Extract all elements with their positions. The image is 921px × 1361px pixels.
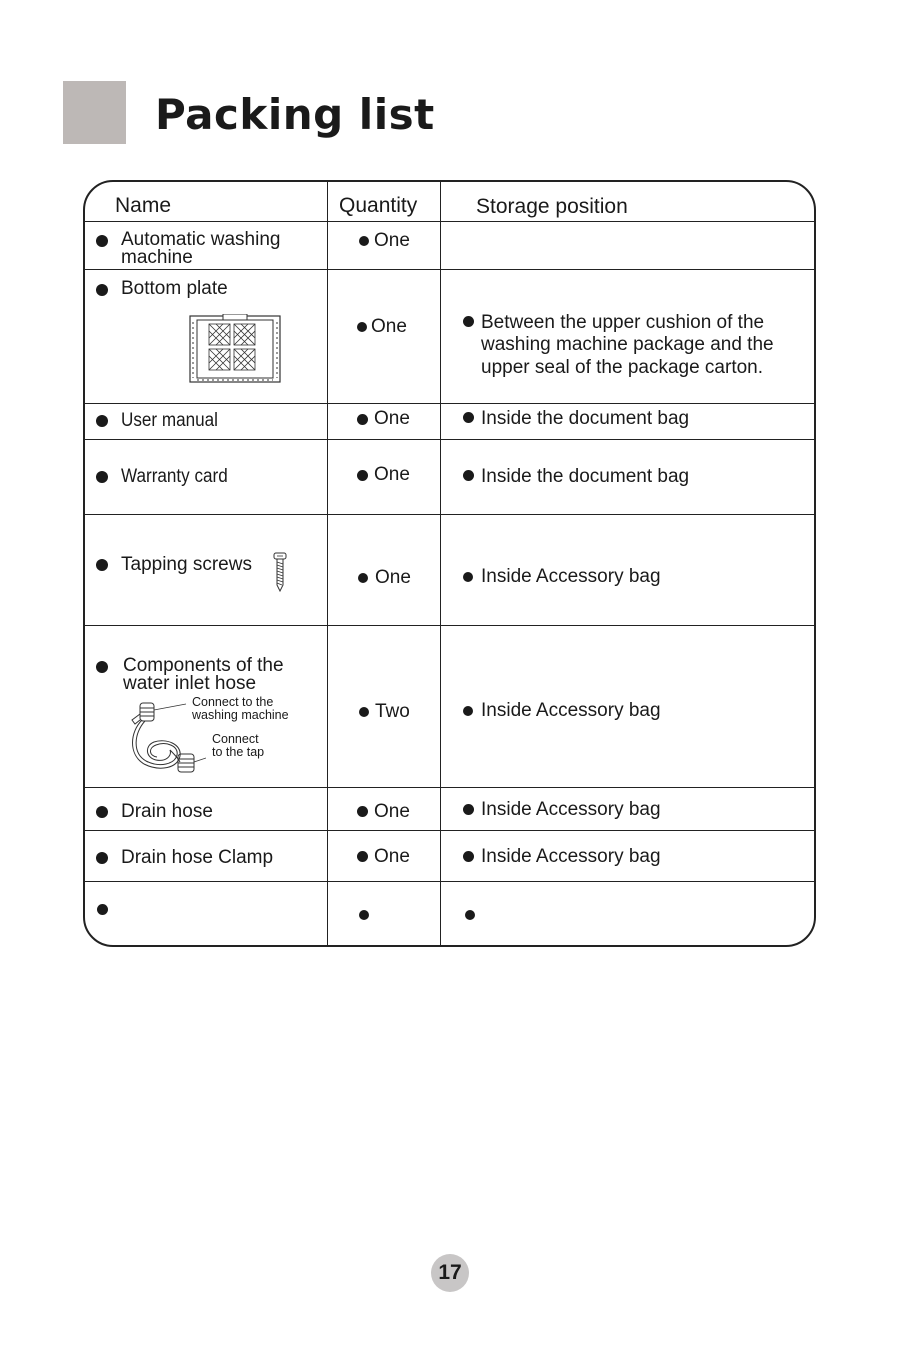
item-storage: Inside Accessory bag [481,566,661,587]
item-quantity: Two [375,701,410,722]
item-quantity: One [375,567,411,588]
bullet [463,851,474,862]
row-divider [84,269,814,270]
column-divider [327,181,328,946]
bullet [96,235,108,247]
screw-icon [273,552,287,592]
item-name: water inlet hose [123,673,257,694]
bullet [463,706,473,716]
item-name: Components of the [123,655,284,676]
item-quantity: One [371,316,407,337]
item-name: machine [121,247,193,268]
row-divider [84,221,814,222]
bullet [358,573,368,583]
callout-label: Connect [212,732,259,746]
bullet [96,852,108,864]
header-name: Name [115,194,172,217]
item-storage: Inside the document bag [481,466,690,487]
bullet [463,572,473,582]
bullet [465,910,475,920]
item-name: Bottom plate [121,278,228,299]
item-quantity: One [374,230,410,251]
bullet [357,851,368,862]
header-storage: Storage position [476,195,628,218]
item-storage: Inside Accessory bag [481,799,661,820]
bullet [463,804,474,815]
bottom-plate-illustration [189,314,281,384]
page-number: 17 [431,1254,469,1292]
row-divider [84,625,814,626]
row-divider [84,830,814,831]
title-color-block [63,81,126,144]
header-quantity: Quantity [339,194,418,217]
row-divider [84,439,814,440]
bullet [359,910,369,920]
bullet [96,806,108,818]
row-divider [84,403,814,404]
bullet [96,284,108,296]
bullet [463,470,474,481]
bullet [357,806,368,817]
bullet [96,559,108,571]
page-title: Packing list [155,90,435,139]
item-name: Tapping screws [121,554,252,575]
item-storage: Inside the document bag [481,408,690,429]
item-quantity: One [374,846,410,867]
item-storage: Between the upper cushion of the [481,312,765,333]
bullet [463,316,474,327]
item-storage: washing machine package and the [481,334,774,355]
item-storage: upper seal of the package carton. [481,357,764,378]
callout-label: Connect to the [192,695,274,709]
column-divider [440,181,441,946]
bullet [359,707,369,717]
item-name: Drain hose [121,801,213,822]
callout-label: washing machine [192,708,289,722]
item-storage: Inside Accessory bag [481,700,661,721]
bullet [357,414,368,425]
bullet [96,471,108,483]
item-name: Warranty card [121,466,228,487]
bullet [357,470,368,481]
item-quantity: One [374,801,410,822]
row-divider [84,881,814,882]
bullet [97,904,108,915]
bullet [463,412,474,423]
callout-label: to the tap [212,745,265,759]
item-name: Automatic washing [121,229,281,250]
bullet [357,322,367,332]
item-name: User manual [121,410,218,431]
row-divider [84,787,814,788]
bullet [96,415,108,427]
item-quantity: One [374,464,410,485]
item-name: Drain hose Clamp [121,847,274,868]
item-storage: Inside Accessory bag [481,846,661,867]
bullet [96,661,108,673]
item-quantity: One [374,408,410,429]
bullet [359,236,369,246]
row-divider [84,514,814,515]
